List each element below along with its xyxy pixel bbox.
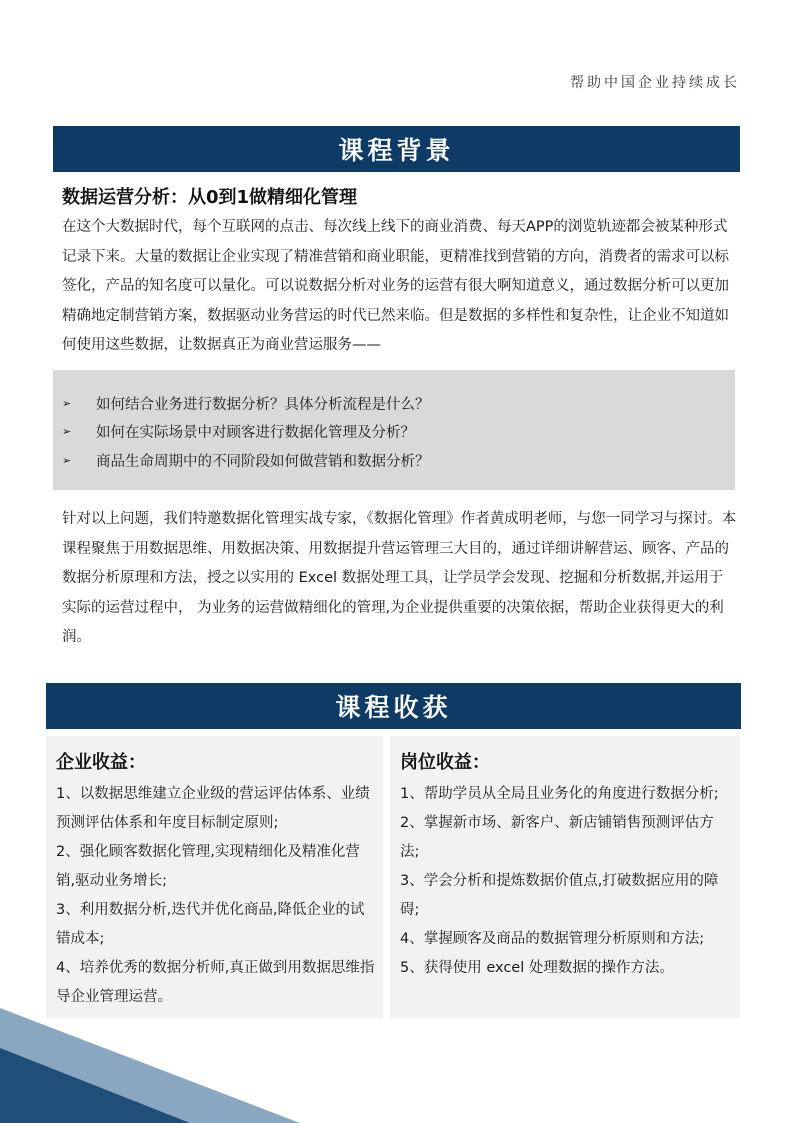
- question-box: [53, 370, 735, 490]
- arrow-bullet-icon: ➢: [62, 396, 72, 410]
- intro-paragraph: 在这个大数据时代，每个互联网的点击、每次线上线下的商业消费、每天APP的浏览轨迹都会被某种形式记录下来。大量的数据让企业实现了精准营销和商业职能，更精准找到营销的方向，消费者的需求可以标签化，产品的知名度可以量化。可以说数据分析对业务的运营有很大啊知道意义，通过数据分析可以更加精确地定制营销方案，数据驱动业务营运的时代已然来临。但是数据的多样性和复杂性，让企业不知道如何使用这些数据，让数据真正为商业营运服务——: [62, 219, 729, 353]
- benefit-item: 4、培养优秀的数据分析师,真正做到用数据思维指导企业管理运营。: [56, 960, 375, 1005]
- benefit-item: 5、获得使用 excel 处理数据的操作方法。: [400, 960, 674, 976]
- arrow-bullet-icon: ➢: [62, 425, 72, 439]
- benefit-item: 1、帮助学员从全局且业务化的角度进行数据分析;: [400, 786, 719, 802]
- corner-decoration: [0, 1008, 320, 1123]
- question-text: 商品生命周期中的不同阶段如何做营销和数据分析？: [96, 453, 430, 470]
- position-benefits-panel: [390, 736, 740, 1018]
- benefit-item: 2、掌握新市场、新客户、新店铺销售预测评估方法;: [400, 815, 714, 860]
- position-benefits-title: 岗位收益：: [400, 752, 490, 773]
- enterprise-benefits-panel: [46, 736, 383, 1018]
- question-item: [53, 389, 735, 418]
- question-item: [53, 418, 735, 447]
- question-text: 如何结合业务进行数据分析？具体分析流程是什么？: [96, 396, 430, 413]
- benefit-item: 1、以数据思维建立企业级的营运评估体系、业绩预测评估体系和年度目标制定原则;: [56, 786, 370, 831]
- summary-paragraph: 针对以上问题，我们特邀数据化管理实战专家，《数据化管理》作者黄成明老师，与您一同学习与探讨。本课程聚焦于用数据思维、用数据决策、用数据提升营运管理三大目的，通过详细讲解营运、顾客、产品的数据分析原理和方法，授之以实用的 Excel 数据处理工具，让学员学会发现、挖掘和分析数据,并运用于实际的运营过程中， 为业务的运营做精细化的管理,为企业提供重要的决策依据，帮助企业获得更大的利润。: [62, 511, 737, 645]
- question-text: 如何在实际场景中对顾客进行数据化管理及分析？: [96, 425, 415, 442]
- benefit-item: 3、学会分析和提炼数据价值点,打破数据应用的障碍;: [400, 873, 719, 918]
- benefit-item: 2、强化顾客数据化管理,实现精细化及精准化营销,驱动业务增长;: [56, 844, 360, 889]
- arrow-bullet-icon: ➢: [62, 453, 72, 467]
- section-header-gains: 课程收获: [46, 683, 741, 729]
- tagline: 帮助中国企业持续成长: [570, 75, 740, 91]
- question-item: [53, 446, 735, 475]
- benefit-item: 4、掌握顾客及商品的数据管理分析原则和方法;: [400, 931, 705, 947]
- course-subtitle: 数据运营分析：从0到1做精细化管理: [62, 187, 358, 208]
- section-header-background: 课程背景: [53, 126, 740, 172]
- enterprise-benefits-title: 企业收益：: [56, 752, 146, 773]
- benefit-item: 3、利用数据分析,迭代并优化商品,降低企业的试错成本;: [56, 902, 365, 947]
